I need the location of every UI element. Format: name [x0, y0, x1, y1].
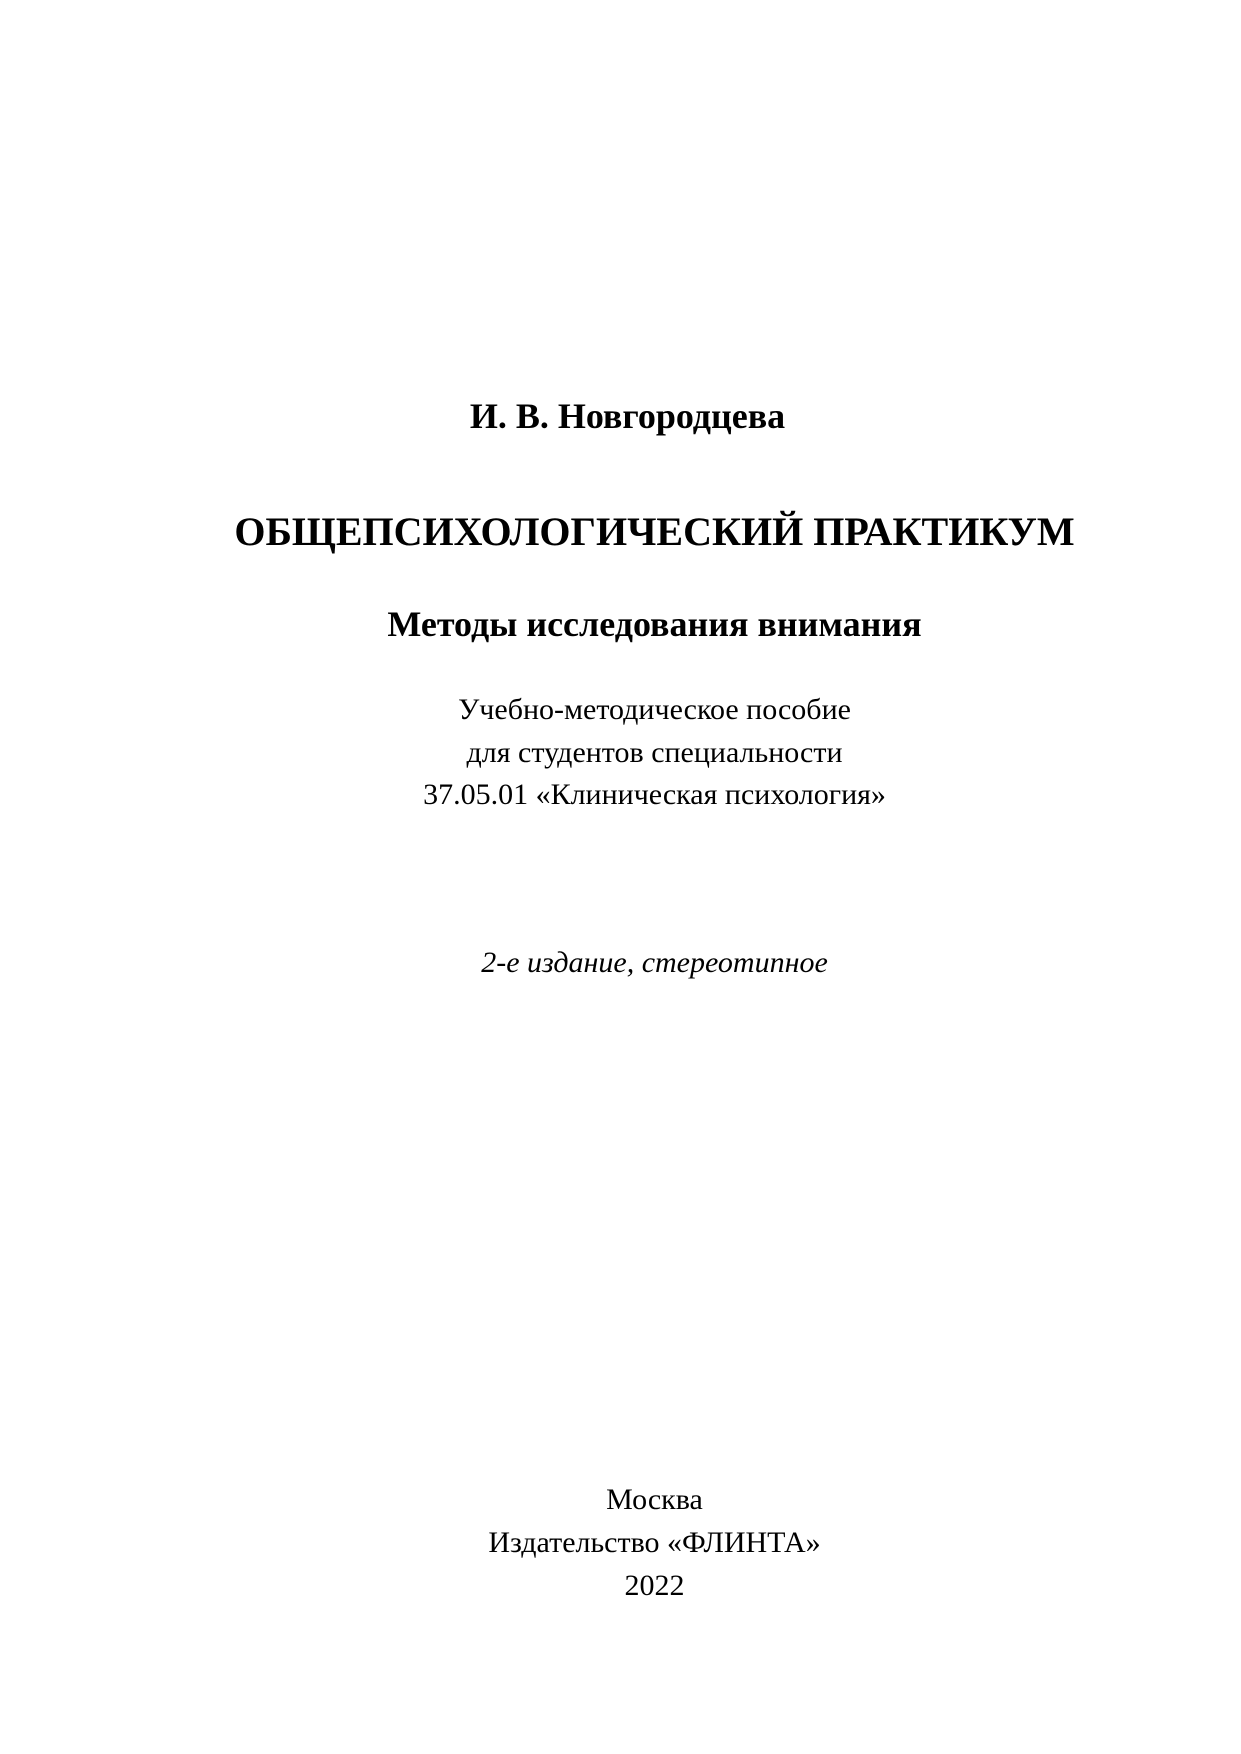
author-name: И. В. Новгородцева: [469, 396, 786, 436]
description-line-1: Учебно-методическое пособие: [458, 693, 851, 726]
imprint-publisher: Издательство «ФЛИНТА»: [488, 1526, 821, 1559]
imprint-city: Москва: [606, 1483, 703, 1516]
book-title: ОБЩЕПСИХОЛОГИЧЕСКИЙ ПРАКТИКУМ: [234, 509, 1075, 554]
description-line-3: 37.05.01 «Клиническая психология»: [423, 778, 886, 811]
edition-note: 2-е издание, стереотипное: [481, 946, 828, 979]
description-line-2: для студентов специальности: [466, 736, 843, 769]
imprint-year: 2022: [624, 1569, 685, 1602]
book-subtitle: Методы исследования внимания: [387, 604, 922, 644]
